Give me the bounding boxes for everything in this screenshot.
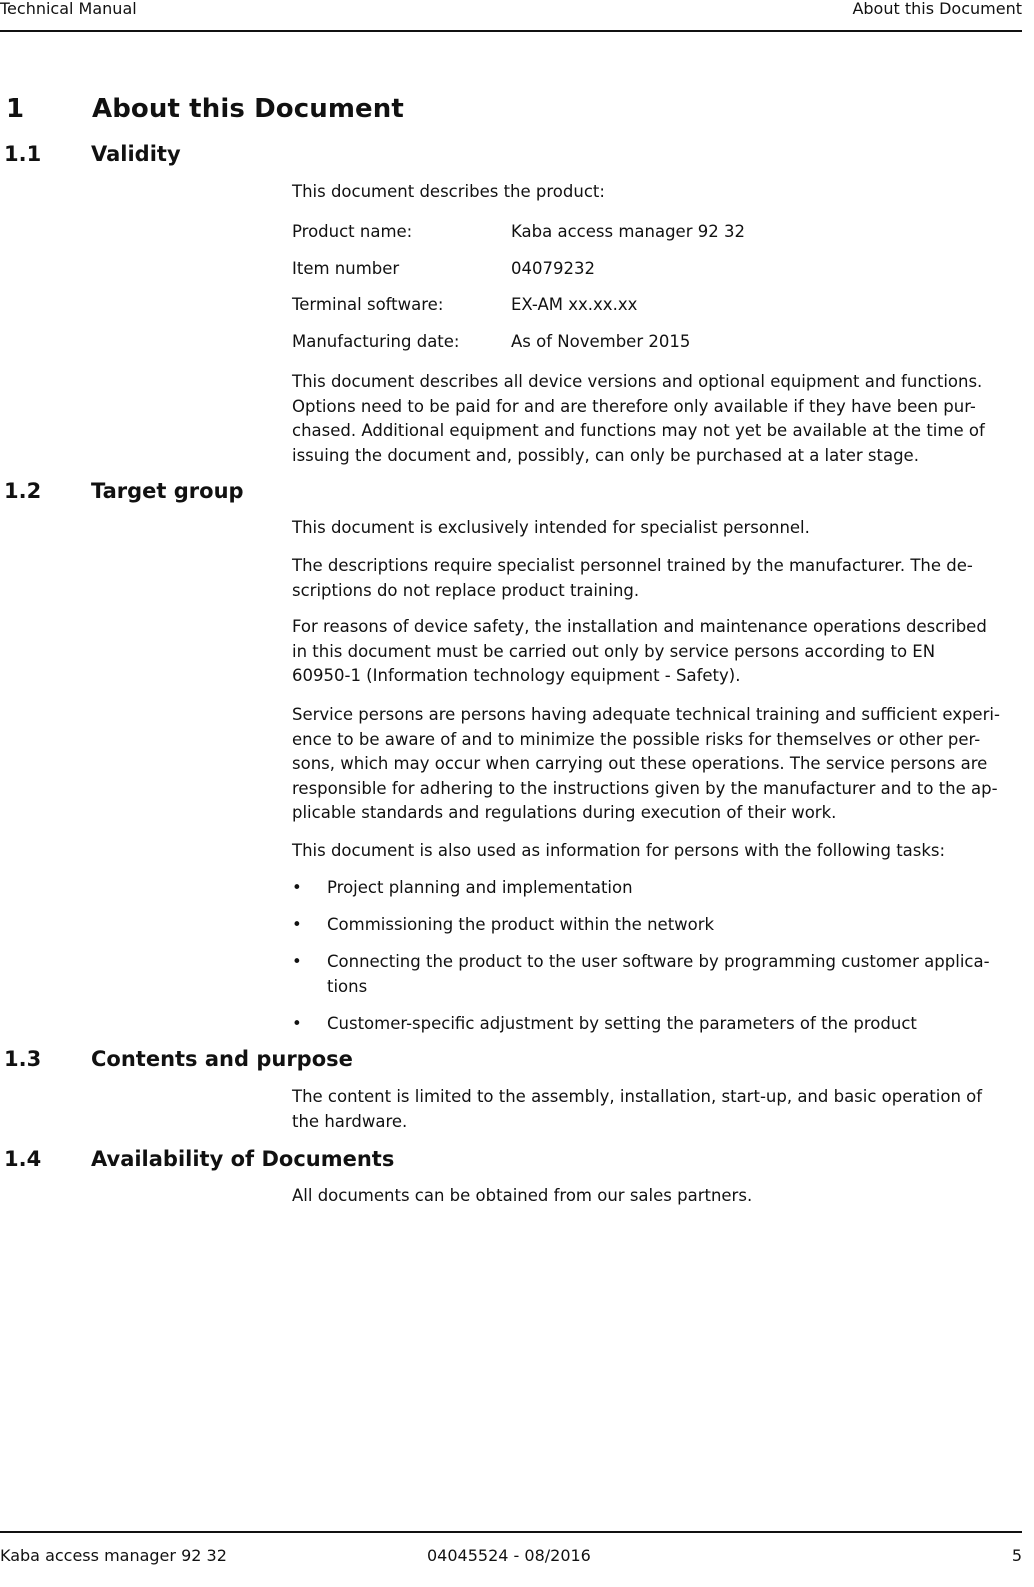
validity-note (292, 370, 1022, 468)
target-p1 (292, 516, 1022, 541)
row-key: Terminal software: (292, 295, 444, 314)
section-title: Contents and purpose (91, 1047, 353, 1071)
row-key: Item number (292, 259, 400, 278)
bullet-icon: • (292, 915, 302, 934)
page-number: 5 (1011, 1546, 1022, 1565)
section-heading-availability (4, 1147, 604, 1175)
row-key: Product name: (292, 222, 413, 241)
contents-paragraph (292, 1085, 1022, 1134)
list-item (292, 913, 1022, 938)
section-title: Validity (91, 142, 181, 166)
line: All documents can be obtained from our sales partners. (292, 1186, 753, 1205)
product-row (292, 293, 1022, 317)
section-number: 1.4 (4, 1147, 42, 1171)
section-title: Availability of Documents (91, 1147, 395, 1171)
section-number: 1.2 (4, 479, 42, 503)
product-row (292, 220, 1022, 244)
chapter-title: About this Document (92, 94, 404, 124)
row-value: As of November 2015 (511, 332, 691, 351)
footer-doc-number: 04045524 - 08/2016 (427, 1546, 591, 1565)
row-key: Manufacturing date: (292, 332, 460, 351)
section-number: 1.1 (4, 142, 42, 166)
line: Connecting the product to the user software by programming customer applica- (327, 952, 990, 971)
chapter-number: 1 (6, 94, 25, 124)
line: This document is exclusively intended for specialist personnel. (292, 518, 810, 537)
line: Customer-specific adjustment by setting the parameters of the product (327, 1014, 917, 1033)
line: Service persons are persons having adequate technical training and sufficient experi- (292, 705, 1000, 724)
target-p2 (292, 554, 1022, 603)
page-footer (0, 1531, 1022, 1587)
list-item (292, 1012, 1022, 1037)
availability-paragraph (292, 1184, 1022, 1209)
line: The content is limited to the assembly, installation, start-up, and basic operation of (292, 1087, 983, 1106)
bullet-icon: • (292, 1014, 302, 1033)
section-title: Target group (91, 479, 244, 503)
section-number: 1.3 (4, 1047, 42, 1071)
line: the hardware. (292, 1111, 408, 1131)
paragraph: This document describes the product: (292, 182, 605, 201)
line: tions (327, 976, 368, 996)
line: responsible for adhering to the instructions given by the manufacturer and to the ap- (292, 778, 998, 798)
line: issuing the document and, possibly, can only be purchased at a later stage. (292, 445, 919, 465)
row-value: 04079232 (511, 259, 595, 278)
page-header (0, 0, 1022, 32)
line: This document describes all device versions and optional equipment and functions. (292, 372, 983, 391)
validity-intro (292, 180, 1022, 205)
line: plicable standards and regulations during execution of their work. (292, 803, 837, 822)
line: For reasons of device safety, the installation and maintenance operations described (292, 617, 987, 636)
section-heading-validity (4, 142, 604, 170)
line: Project planning and implementation (327, 878, 633, 897)
target-p4 (292, 703, 1022, 826)
line: This document is also used as information for persons with the following tasks: (292, 841, 946, 860)
line: Options need to be paid for and are therefore only available if they have been pur- (292, 396, 976, 416)
row-value: Kaba access manager 92 32 (511, 222, 745, 241)
list-item (292, 950, 1022, 999)
header-right: About this Document (852, 0, 1022, 18)
line: chased. Additional equipment and functions may not yet be available at the time of (292, 421, 985, 440)
list-item (292, 876, 1022, 901)
line: scriptions do not replace product training. (292, 580, 640, 600)
footer-product: Kaba access manager 92 32 (0, 1546, 227, 1565)
bullet-icon: • (292, 952, 302, 971)
line: ence to be aware of and to minimize the possible risks for themselves or other per- (292, 729, 981, 749)
line: 60950-1 (Information technology equipment - Safety). (292, 666, 741, 685)
line: in this document must be carried out only by service persons according to EN (292, 641, 936, 661)
target-p5 (292, 839, 1022, 864)
bullet-icon: • (292, 878, 302, 897)
product-row (292, 257, 1022, 281)
section-heading-contents (4, 1047, 604, 1075)
line: sons, which may occur when carrying out these operations. The service persons are (292, 754, 988, 773)
line: Commissioning the product within the network (327, 915, 715, 934)
header-left: Technical Manual (0, 0, 137, 18)
product-row (292, 330, 1022, 354)
section-heading-target-group (4, 479, 604, 507)
line: The descriptions require specialist personnel trained by the manufacturer. The de- (292, 556, 973, 575)
row-value: EX-AM xx.xx.xx (511, 295, 638, 314)
target-p3 (292, 615, 1022, 689)
